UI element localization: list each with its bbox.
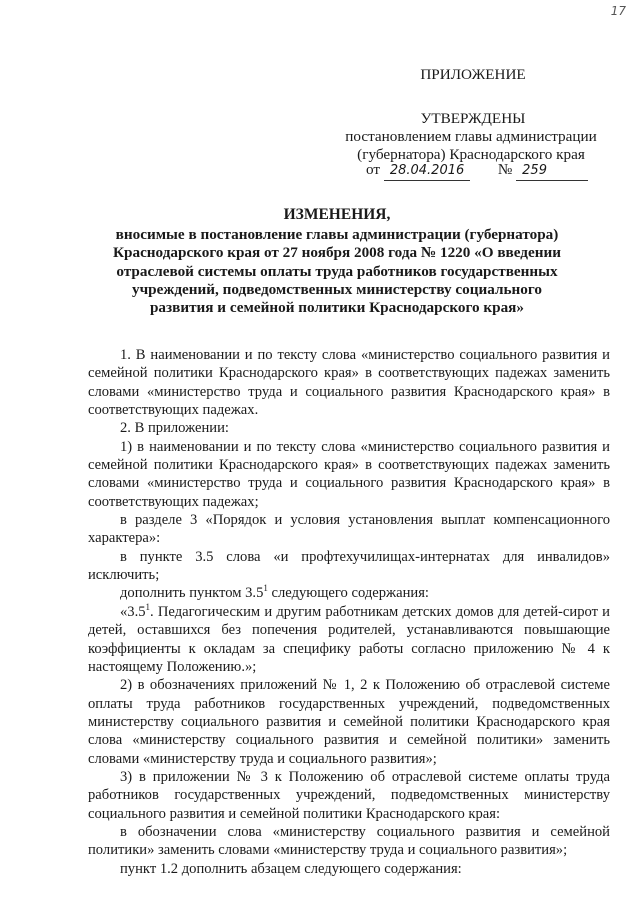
document-body: [88, 346, 610, 878]
approved-label: УТВЕРЖДЕНЫ: [420, 110, 526, 127]
paragraph: в разделе 3 «Порядок и условия установления выплат компенсационного характера»:: [88, 512, 610, 547]
superscript: 1: [263, 583, 268, 594]
paragraph: 1) в наименовании и по тексту слова «министерство социального развития и семейной политики Краснодарского края» в соответствующих падежах заменить словами «министерство труда и социального развития Краснодарского края» в соответствующих падежах;: [88, 438, 610, 510]
title-line: учреждений, подведомственных министерству социального: [131, 280, 543, 298]
paragraph: в пункте 3.5 слова «и профтехучилищах-интернатах для инвалидов» исключить;: [88, 548, 610, 584]
paragraph: [88, 584, 610, 602]
text-run: «3.5: [120, 603, 146, 620]
paragraph: в обозначении слова «министерству социального развития и семейной политики» заменить словами «министерству труда и социального развития»;: [88, 823, 610, 859]
title-line: Краснодарского края от 27 ноября 2008 года № 1220 «О введении: [113, 244, 561, 262]
handwritten-number: 259: [516, 162, 588, 181]
title-line: вносимые в постановление главы администрации (губернатора): [115, 226, 559, 244]
title-line: развития и семейной политики Краснодарского края»: [149, 299, 524, 317]
paragraph: 2) в обозначениях приложений № 1, 2 к Положению об отраслевой системе оплаты труда работников государственных учреждений, подведомственных министерству социального развития и семейной политики Краснодарского края слова «министерству социального развития и семейной политики» заменить словами «министерству труда и социального развития»;: [88, 677, 610, 767]
paragraph: пункт 1.2 дополнить абзацем следующего содержания:: [120, 860, 462, 877]
title-line: отраслевой системы оплаты труда работников государственных: [116, 262, 558, 280]
paragraph: [88, 603, 610, 676]
document-title: [60, 206, 614, 317]
resolution-line: (губернатора) Краснодарского края: [357, 146, 585, 163]
paragraph: 1. В наименовании и по тексту слова «министерство социального развития и семейной политики Краснодарского края» в соответствующих падежах заменить словами «министерство труда и социального развития Краснодарского края» в соответствующих падежах.: [88, 347, 610, 419]
superscript: 1: [145, 601, 151, 612]
number-prefix: №: [497, 161, 513, 178]
paragraph: 2. В приложении:: [120, 420, 229, 437]
handwritten-date: 28.04.2016: [384, 162, 470, 181]
appendix-label: ПРИЛОЖЕНИЕ: [420, 66, 526, 83]
paragraph: 3) в приложении № 3 к Положению об отраслевой системе оплаты труда работников государственных учреждений, подведомственных министерству социального развития и семейной политики Краснодарского края:: [88, 768, 610, 822]
resolution-line: постановлением главы администрации: [345, 128, 597, 145]
date-prefix: от: [366, 161, 381, 178]
title-heading: ИЗМЕНЕНИЯ,: [283, 206, 391, 223]
text-run: дополнить пунктом 3.5: [120, 585, 264, 602]
text-run: . Педагогическим и другим работникам детских домов для детей-сирот и детей, оставшихся без попечения родителей, устанавливаются повышающие коэффициенты к окладам за специфику работы согласно приложению № 4 к настоящему Положению.»;: [88, 603, 610, 675]
page-mark: 17: [610, 4, 626, 18]
date-number-line: [366, 161, 616, 181]
text-run: следующего содержания:: [267, 585, 429, 602]
